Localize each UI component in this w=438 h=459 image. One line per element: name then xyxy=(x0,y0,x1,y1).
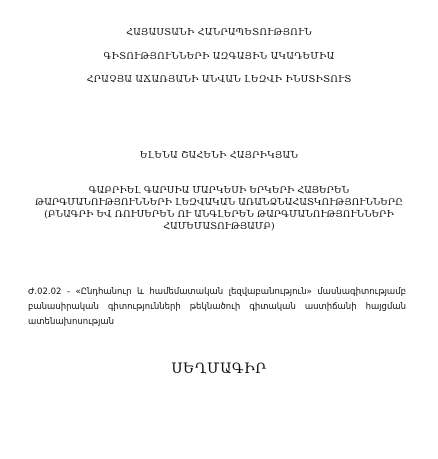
specialty-line-3: ատենախոսության xyxy=(28,317,115,327)
dissertation-title-line-1: ԳԱԲՐԻԵԼ ԳԱՐՍԻԱ ՄԱՐԿԵՍԻ ԵՐԿԵՐԻ ՀԱՅԵՐԵՆ xyxy=(88,185,350,196)
specialty-line-1: Ժ.02.02 - «Ընդհանուր և համեմատական լեզվաբանություն» մասնագիտությամբ xyxy=(28,287,406,297)
dissertation-title-line-4: ՀԱՄԵՄԱՏՈՒԹՅԱՄԲ) xyxy=(163,221,275,232)
document-type: ՍԵՂՄԱԳԻՐ xyxy=(171,361,267,377)
country-name: ՀԱՅԱՍՏԱՆԻ ՀԱՆՐԱՊԵՏՈՒԹՅՈՒՆ xyxy=(126,27,312,38)
specialty-line-2: բանասիրական գիտությունների թեկնածուի գիտական աստիճանի հայցման xyxy=(28,302,406,312)
institute-name: ՀՐԱՉՅԱ ԱՃԱՌՅԱՆԻ ԱՆՎԱՆ ԼԵԶՎԻ ԻՆՍՏԻՏՈՒՏ xyxy=(86,74,352,85)
dissertation-title-line-3: (ԲՆԱԳՐԻ ԵՎ ՌՈՒՍԵՐԵՆ ՈՒ ԱՆԳԼԵՐԵՆ ԹԱՐԳՄԱՆՈՒԹՅՈՒՆՆԵՐԻ xyxy=(44,209,394,220)
author-name: ԵԼԵՆԱ ՇԱՀԵՆԻ ՀԱՅՐԻԿՅԱՆ xyxy=(139,150,299,161)
academy-name: ԳԻՏՈՒԹՅՈՒՆՆԵՐԻ ԱԶԳԱՅԻՆ ԱԿԱԴԵՄԻԱ xyxy=(103,51,335,62)
specialty-paragraph xyxy=(28,285,406,330)
dissertation-title-line-2: ԹԱՐԳՄԱՆՈՒԹՅՈՒՆՆԵՐԻ ԼԵԶՎԱԿԱՆ ԱՌԱՆՁՆԱՀԱՏԿՈՒԹՅՈՒՆՆԵՐԸ xyxy=(35,197,403,208)
